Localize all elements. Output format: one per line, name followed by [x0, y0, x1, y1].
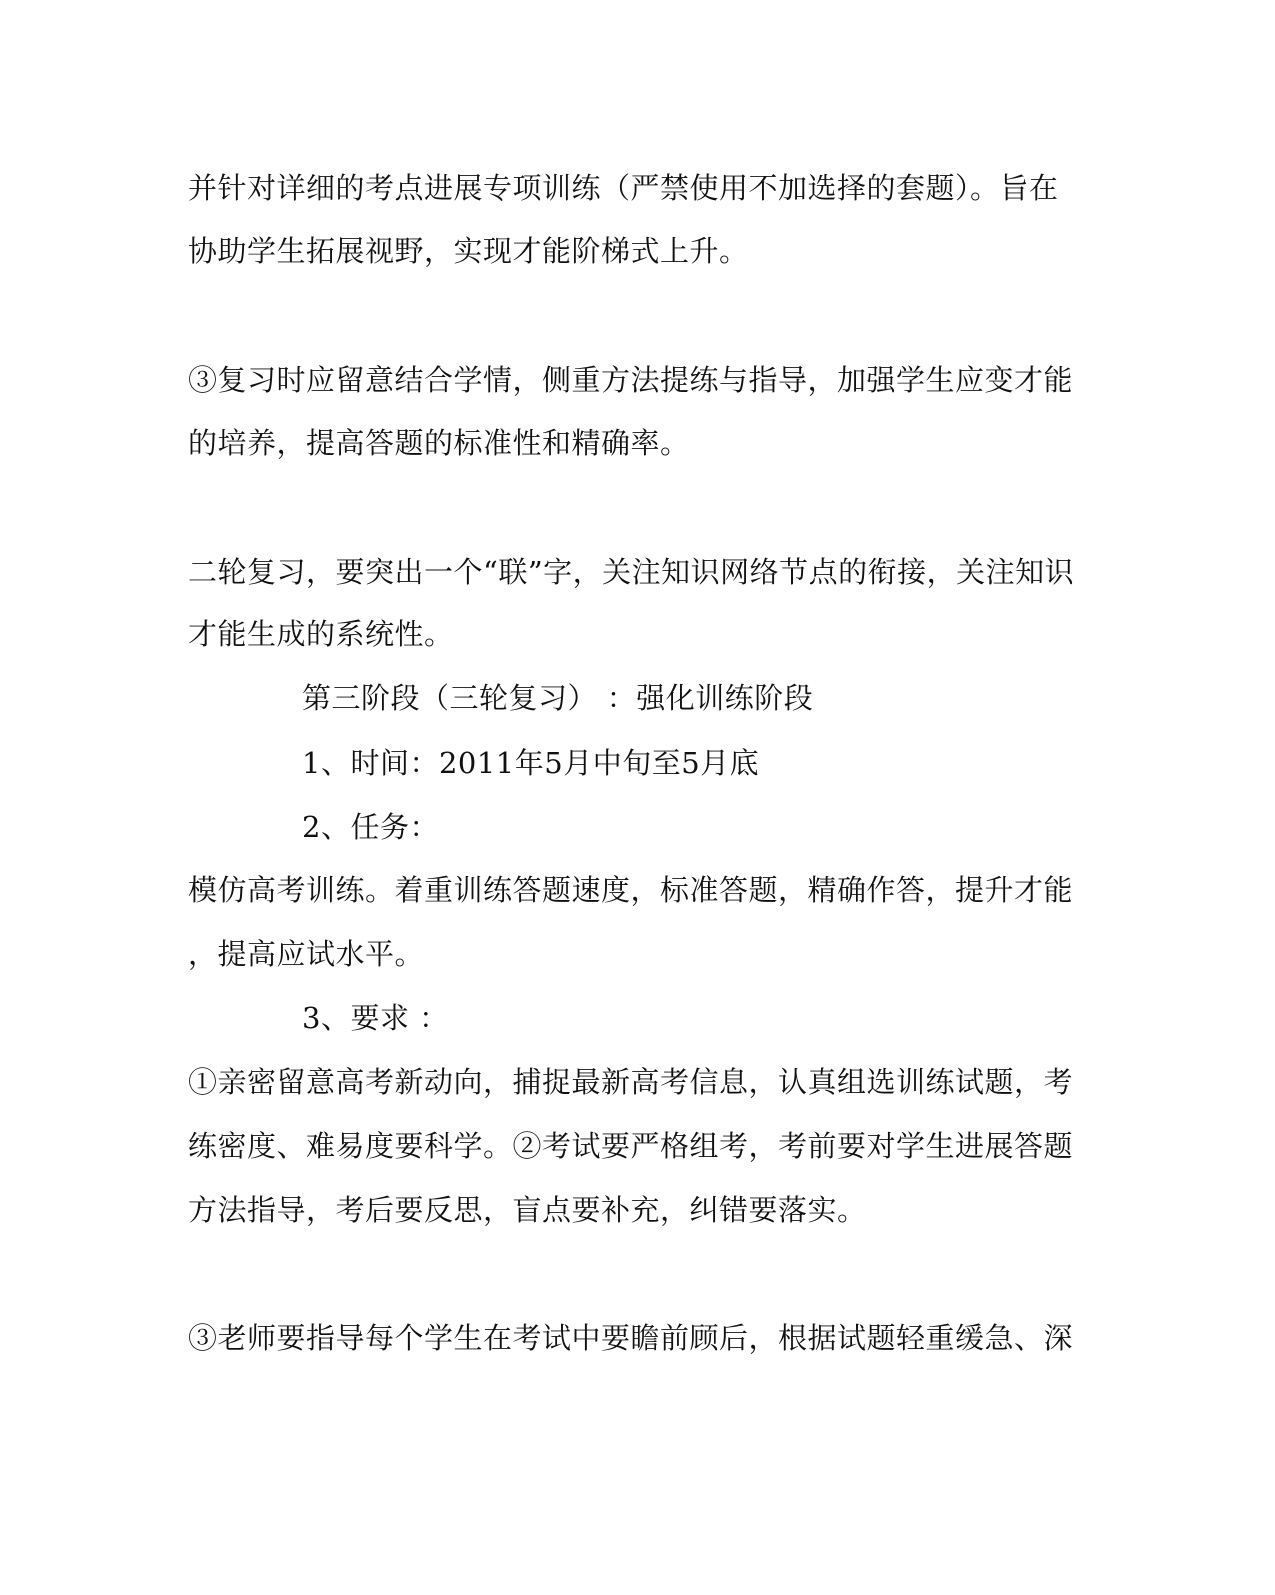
text-line: 并针对详细的考点进展专项训练（严禁使用不加选择的套题）。旨在: [188, 171, 1059, 205]
text-line: ，提高应试水平。: [188, 937, 425, 971]
text-line: 二轮复习，要突出一个“联”字，关注知识网络节点的衔接，关注知识: [188, 555, 1075, 589]
text-line: 3、要求 ：: [302, 1001, 449, 1035]
text-line: 1、时间：2011年5月中旬至5月底: [302, 746, 760, 780]
section-heading: 第三阶段（三轮复习） ：强化训练阶段: [302, 681, 814, 715]
text-line: ③复习时应留意结合学情，侧重方法提练与指导，加强学生应变才能: [188, 363, 1074, 397]
text-line: 2、任务：: [302, 810, 439, 844]
text-line: 方法指导，考后要反思，盲点要补充，纠错要落实。: [188, 1193, 867, 1227]
text-line: 协助学生拓展视野，实现才能阶梯式上升。: [188, 234, 749, 268]
text-line: ③老师要指导每个学生在考试中要瞻前顾后，根据试题轻重缓急、深: [188, 1321, 1074, 1355]
text-line: 才能生成的系统性。: [188, 617, 454, 651]
text-line: 的培养，提高答题的标准性和精确率。: [188, 426, 690, 460]
text-line: 练密度、难易度要科学。②考试要严格组考，考前要对学生进展答题: [188, 1129, 1074, 1163]
text-line: ①亲密留意高考新动向，捕捉最新高考信息，认真组选训练试题，考: [188, 1065, 1074, 1099]
text-line: 模仿高考训练。着重训练答题速度，标准答题，精确作答，提升才能: [188, 873, 1074, 907]
